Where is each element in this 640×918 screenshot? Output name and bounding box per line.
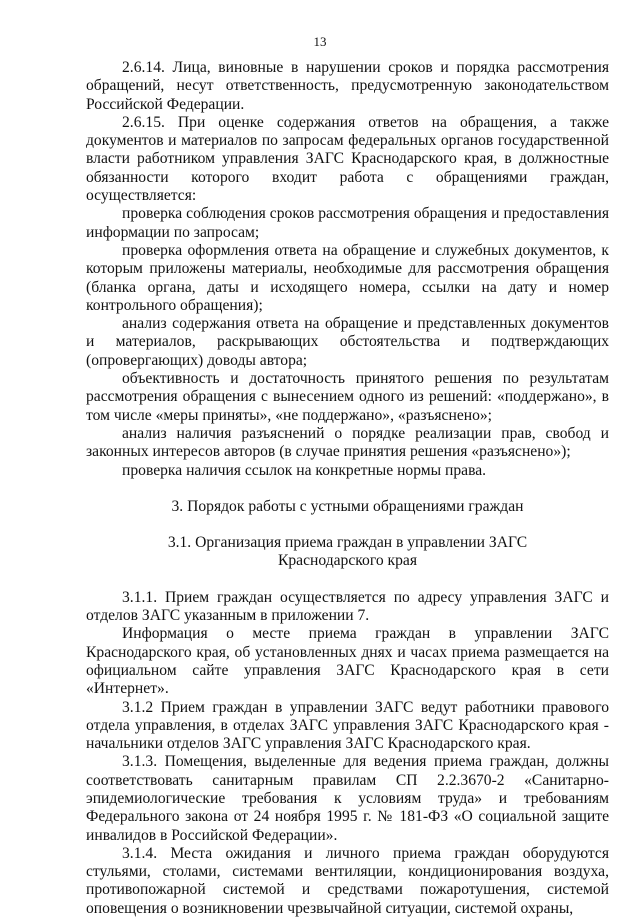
list-item-clarification-analysis: анализ наличия разъяснений о порядке реализации прав, свобод и законных интересов авторов (в случае принятия решения «разъяснено»); (86, 424, 609, 461)
paragraph-2-6-14: 2.6.14. Лица, виновные в нарушении сроков и порядка рассмотрения обращений, несут ответственность, предусмотренную законодательством Российской Федерации. (86, 59, 609, 113)
paragraph-3-1-4: 3.1.4. Места ожидания и личного приема граждан оборудуются стульями, столами, системами вентиляции, кондиционирования воздуха, противопожарной системой и средствами пожаротушения, системой оповещения о возникновении чрезвычайной ситуации, системой охраны, (86, 844, 609, 917)
paragraph-3-1-1: 3.1.1. Прием граждан осуществляется по адресу управления ЗАГС и отделов ЗАГС указанным в приложении 7. (86, 588, 609, 625)
list-item-objectivity: объективность и достаточность принятого решения по результатам рассмотрения обращения с вынесением одного из решений: «поддержано», в том числе «меры приняты», «не поддержано», «разъяснено»; (86, 370, 609, 424)
section-heading: 3. Порядок работы с устными обращениями граждан (171, 497, 524, 515)
list-item-legal-references: проверка наличия ссылок на конкретные нормы права. (122, 461, 487, 479)
subsection-heading-line1: 3.1. Организация приема граждан в управлении ЗАГС (167, 534, 528, 552)
subsection-heading-line2: Краснодарского края (277, 552, 418, 570)
paragraph-reception-info: Информация о месте приема граждан в управлении ЗАГС Краснодарского края, об установленных днях и часах приема размещается на официальном сайте управления ЗАГС Краснодарского края в сети «Интернет». (86, 625, 609, 698)
paragraph-3-1-2: 3.1.2 Прием граждан в управлении ЗАГС ведут работники правового отдела управления, в отделах ЗАГС управления ЗАГС Краснодарского края - начальники отделов ЗАГС управления ЗАГС Краснодарского края. (86, 698, 609, 753)
list-item-format-check: проверка оформления ответа на обращение и служебных документов, к которым приложены материалы, необходимые для рассмотрения обращения (бланка органа, даты и исходящего номера, ссылки на дату и номер контрольного обращения); (86, 241, 609, 314)
list-item-content-analysis: анализ содержания ответа на обращение и представленных документов и материалов, раскрывающих обстоятельства и подтверждающих (опровергающих) доводы автора; (86, 315, 609, 369)
paragraph-3-1-3: 3.1.3. Помещения, выделенные для ведения приема граждан, должны соответствовать санитарным правилам СП 2.2.3670-2 «Санитарно-эпидемиологические требования к условиям труда» и требованиям Федерального закона от 24 ноября 1995 г. № 181-ФЗ «О социальной защите инвалидов в Российской Федерации». (86, 753, 609, 844)
document-body (86, 59, 609, 918)
page-number: 13 (313, 34, 327, 49)
list-item-deadline-check: проверка соблюдения сроков рассмотрения обращения и предоставления информации по запросам; (86, 205, 609, 241)
paragraph-2-6-15: 2.6.15. При оценке содержания ответов на обращения, а также документов и материалов по запросам федеральных органов государственной власти работником управления ЗАГС Краснодарского края, в должностные обязанности которого входит работа с обращениями граждан, осуществляется: (86, 113, 609, 205)
